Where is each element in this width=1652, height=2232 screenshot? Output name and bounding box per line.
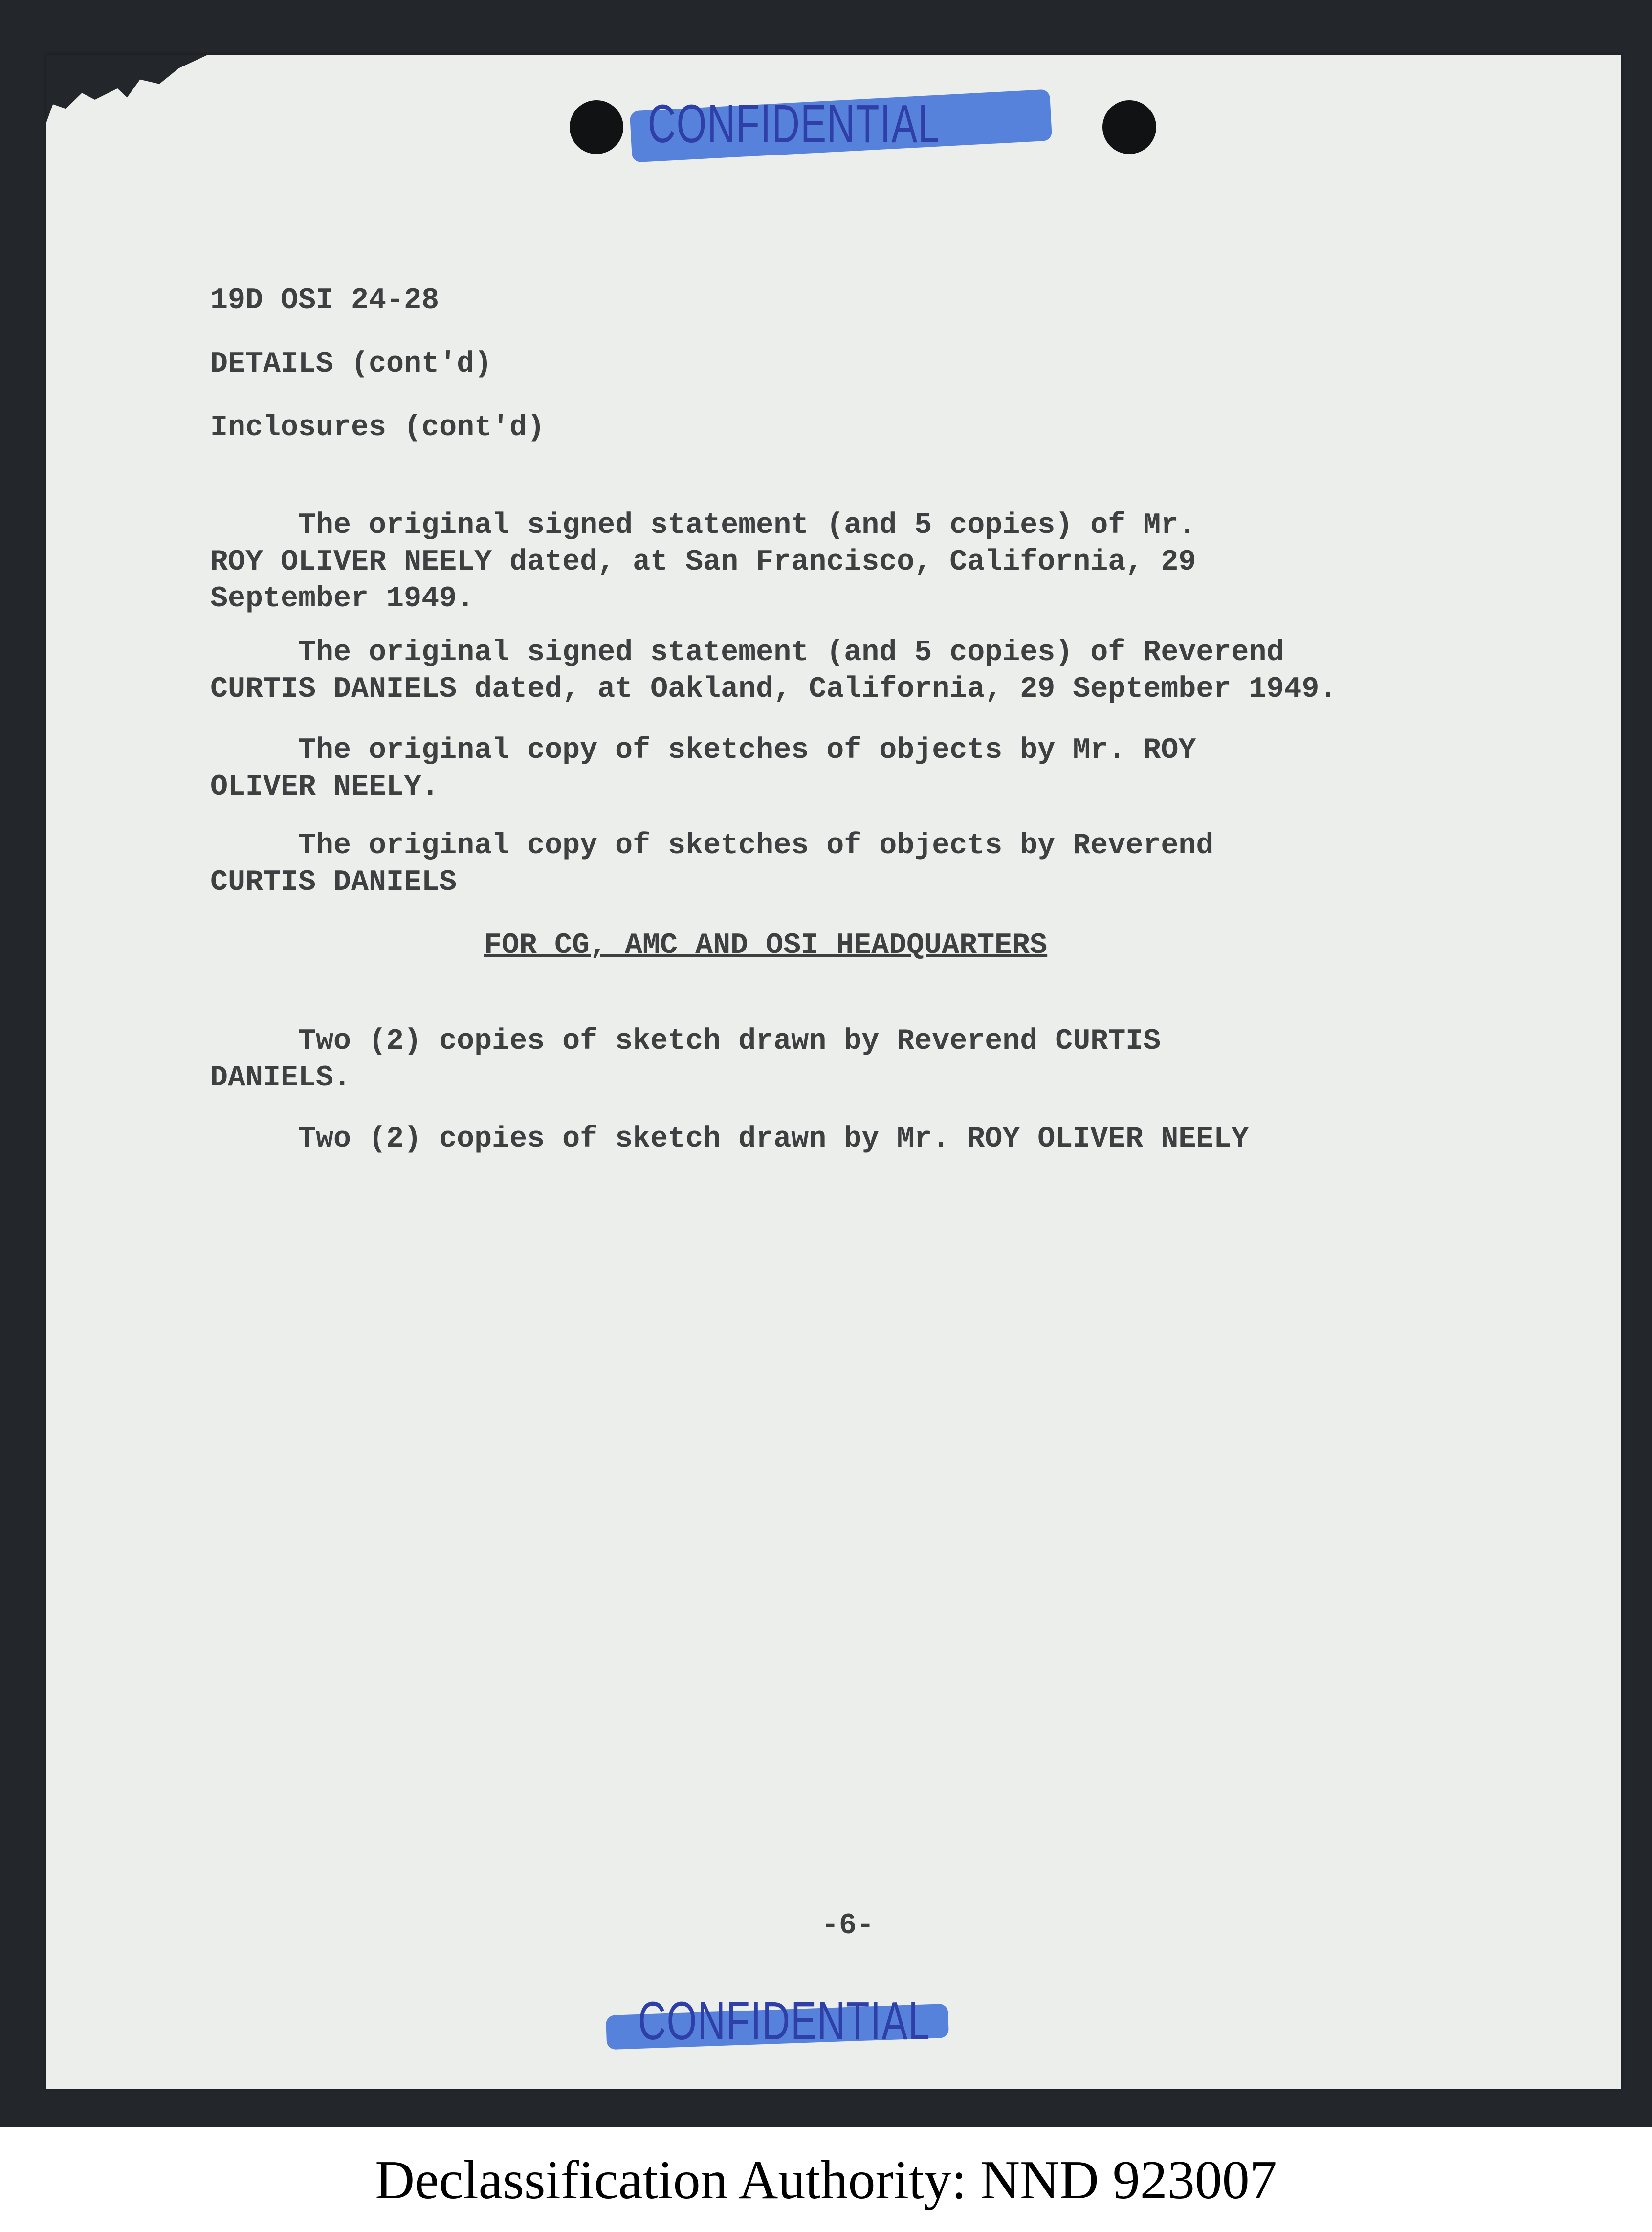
distribution-item-1-line-1: Two (2) copies of sketch drawn by Reverend CURTIS bbox=[210, 1025, 1161, 1058]
paragraph-4-line-1: The original copy of sketches of objects by Reverend bbox=[210, 829, 1214, 862]
file-number: 19D OSI 24-28 bbox=[210, 284, 440, 317]
confidential-stamp-top: CONFIDENTIAL bbox=[648, 94, 941, 154]
paragraph-3-line-2: OLIVER NEELY. bbox=[210, 771, 440, 804]
paragraph-1-line-2: ROY OLIVER NEELY dated, at San Francisco, California, 29 bbox=[210, 546, 1196, 579]
paragraph-1-line-3: September 1949. bbox=[210, 582, 475, 616]
distribution-item-2-line-1: Two (2) copies of sketch drawn by Mr. ROY OLIVER NEELY bbox=[210, 1123, 1249, 1156]
section-heading: DETAILS (cont'd) bbox=[210, 348, 492, 381]
paragraph-2-line-2: CURTIS DANIELS dated, at Oakland, California, 29 September 1949. bbox=[210, 673, 1337, 706]
page-number: -6- bbox=[821, 1909, 875, 1943]
declassification-caption: Declassification Authority: NND 923007 bbox=[375, 2150, 1277, 2210]
paragraph-4-line-2: CURTIS DANIELS bbox=[210, 866, 457, 899]
distribution-heading: FOR CG, AMC AND OSI HEADQUARTERS bbox=[484, 929, 1048, 962]
paragraph-3-line-1: The original copy of sketches of objects by Mr. ROY bbox=[210, 734, 1196, 767]
punch-hole-right bbox=[1102, 100, 1156, 154]
confidential-stamp-bottom: CONFIDENTIAL bbox=[638, 1991, 931, 2051]
distribution-item-1-line-2: DANIELS. bbox=[210, 1061, 352, 1095]
punch-hole-left bbox=[570, 100, 623, 154]
paragraph-1-line-1: The original signed statement (and 5 copies) of Mr. bbox=[210, 509, 1196, 542]
subsection-heading: Inclosures (cont'd) bbox=[210, 411, 545, 444]
paragraph-2-line-1: The original signed statement (and 5 copies) of Reverend bbox=[210, 636, 1284, 669]
